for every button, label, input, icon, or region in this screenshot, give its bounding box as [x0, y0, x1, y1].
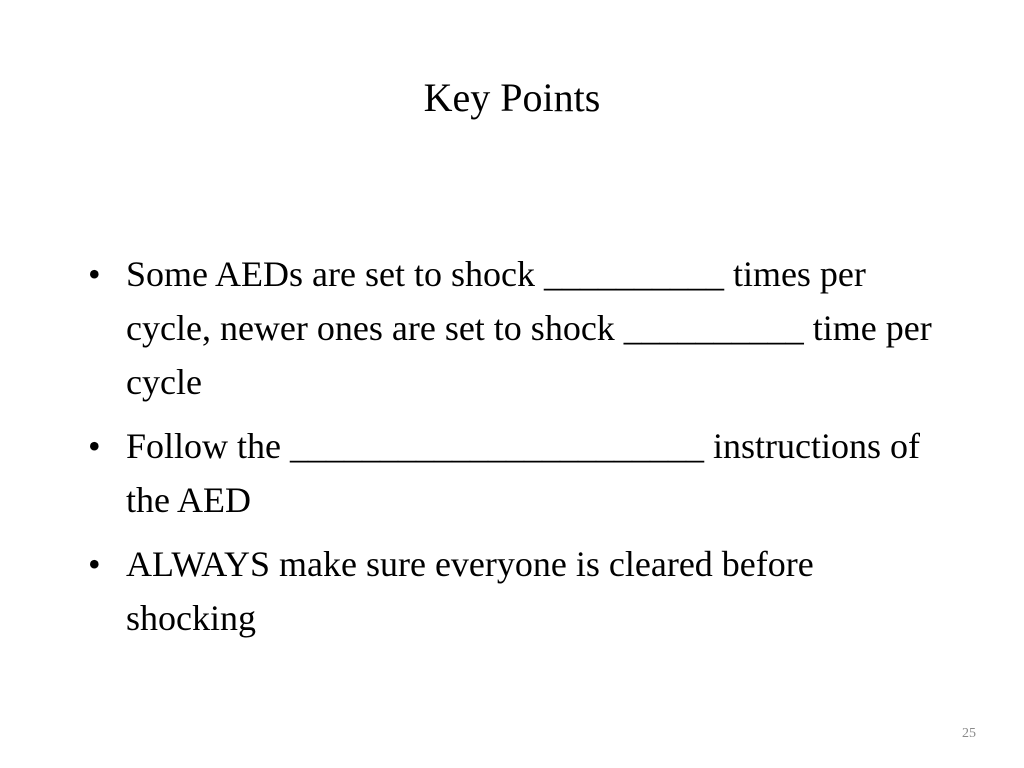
bullet-list	[88, 247, 948, 655]
bullet-marker: •	[88, 544, 101, 584]
bullet-item	[88, 537, 948, 645]
bullet-item	[88, 247, 948, 409]
bullet-text: Follow the _______________________ instructions of the AED	[126, 426, 920, 520]
bullet-marker: •	[88, 426, 101, 466]
bullet-item	[88, 419, 948, 527]
bullet-marker: •	[88, 254, 101, 294]
bullet-text: ALWAYS make sure everyone is cleared before shocking	[126, 544, 814, 638]
bullet-text: Some AEDs are set to shock __________ times per cycle, newer ones are set to shock __________ time per cycle	[126, 254, 932, 402]
page-number: 25	[962, 726, 976, 741]
slide-title: Key Points	[423, 75, 601, 120]
